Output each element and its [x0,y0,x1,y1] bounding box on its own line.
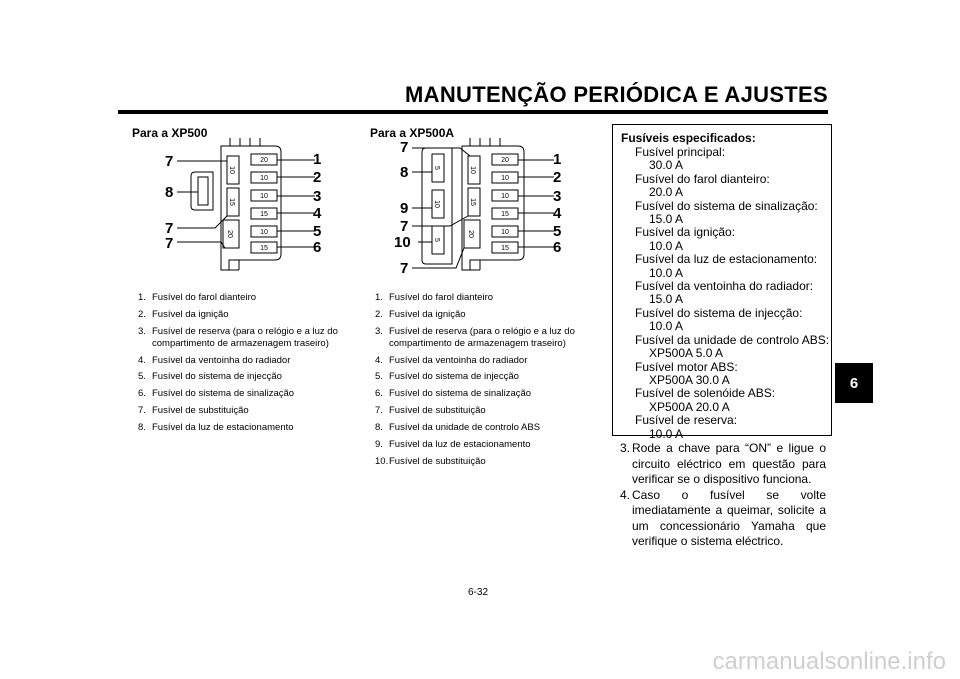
fuse-value: 15 [501,211,509,218]
spec-label: Fusível da ignição: [635,225,736,240]
spec-value: 10.0 A [649,319,684,334]
callout-3: 3 [313,188,322,205]
fuse-value: 15 [228,198,235,206]
legend-item: 7. Fusível de substituição [138,405,249,417]
spec-label: Fusível da luz de estacionamento: [635,252,818,267]
xp500a-fuse-box-diagram [390,136,575,282]
spec-value: 10.0 A [649,426,684,441]
spec-label: Fusível da unidade de controlo ABS: [635,332,830,347]
legend-item: 8. Fusível da unidade de controlo ABS [375,422,541,433]
fuse-value: 10 [501,229,509,236]
spec-label: Fusível do sistema de sinalização: [635,198,818,213]
callout-5: 5 [553,223,562,240]
legend-item: 1. Fusível do farol dianteiro [138,292,257,303]
step-3: 3. Rode a chave para “ON” e ligue o circuito eléctrico em questão para verificar se o dispositivo funciona. [620,441,826,486]
spec-box-title: Fusíveis especificados: [621,131,756,145]
callout-1: 1 [553,151,562,168]
fuse-value: 20 [467,230,474,238]
page-number: 6-32 [468,587,489,598]
callout-6: 6 [313,239,322,256]
legend-item: 6. Fusível do sistema de sinalização [138,388,295,400]
callout-7: 7 [400,218,409,235]
fuse-value: 5 [433,166,440,170]
procedure-steps [620,441,826,550]
fuse-value: 20 [226,230,233,238]
callout-4: 4 [553,205,562,222]
spec-value: XP500A 20.0 A [649,399,730,414]
spec-label: Fusível motor ABS: [635,359,738,374]
callout-1: 1 [313,151,322,168]
callout-7: 7 [165,153,174,170]
xp500-legend [138,292,358,439]
fuse-value: 15 [260,211,268,218]
callout-10: 10 [394,234,411,251]
callout-5: 5 [313,223,322,240]
spec-value: 30.0 A [649,158,684,173]
legend-item: 8. Fusível da luz de estacionamento [138,422,294,433]
page-title: MANUTENÇÃO PERIÓDICA E AJUSTES [405,82,828,107]
callout-7: 7 [165,235,174,252]
legend-item: 5. Fusível do sistema de injecção [138,371,282,383]
chapter-tab[interactable]: 6 [835,363,873,403]
fuse-value: 10 [501,175,509,182]
spec-value: 20.0 A [649,185,684,200]
fuse-value: 15 [260,245,268,252]
callout-4: 4 [313,205,322,222]
fuse-value: 10 [469,166,476,174]
legend-item: 3. Fusível de reserva (para o relógio e a luz do compartimento de armazenagem traseiro) [138,325,338,349]
step-4: 4. Caso o fusível se volte imediatamente a queimar, solicite a um concessionário Yamaha que verifique o sistema eléctrico. [620,487,826,548]
spec-list [635,146,829,441]
fuse-value: 10 [260,175,268,182]
callout-6: 6 [553,239,562,256]
spec-label: Fusível de solenóide ABS: [635,386,776,401]
fuse-value: 10 [501,193,509,200]
xp500a-heading: Para a XP500A [370,126,455,140]
fuse-value: 20 [260,157,268,164]
fuse-value: 10 [228,166,235,174]
spec-label: Fusível do farol dianteiro: [635,171,770,186]
specified-fuses-box [612,124,832,441]
spec-label: Fusível do sistema de injecção: [635,305,803,320]
spec-label: Fusível principal: [635,145,726,159]
callout-2: 2 [553,169,562,186]
legend-item: 5. Fusível do sistema de injecção [375,371,519,383]
callout-7: 7 [165,220,174,237]
spec-value: 10.0 A [649,238,684,253]
legend-item: 6. Fusível do sistema de sinalização [375,388,532,400]
legend-item: 9. Fusível da luz de estacionamento [375,438,531,450]
xp500a-legend [375,292,590,473]
xp500-heading: Para a XP500 [132,126,208,140]
callout-8: 8 [400,164,409,181]
callout-7: 7 [400,139,409,156]
legend-item: 10. Fusível de substituição [375,455,486,467]
callout-9: 9 [400,200,409,217]
fuse-value: 10 [260,229,268,236]
header-rule [118,110,828,114]
callout-8: 8 [165,184,174,201]
fuse-value: 10 [433,200,440,208]
callout-7: 7 [400,260,409,277]
fuse-value: 20 [501,157,509,164]
fuse-value: 5 [433,238,440,242]
spec-label: Fusível de reserva: [635,413,738,428]
spec-value: XP500A 5.0 A [649,346,724,361]
spec-label: Fusível da ventoinha do radiador: [635,279,814,294]
legend-item: 4. Fusível da ventoinha do radiador [375,354,528,366]
legend-item: 3. Fusível de reserva (para o relógio e a luz do compartimento de armazenagem traseiro) [375,325,575,349]
fuse-value: 10 [260,193,268,200]
legend-item: 7. Fusível de substituição [375,405,486,417]
legend-item: 4. Fusível da ventoinha do radiador [138,354,291,366]
legend-item: 2. Fusível da ignição [375,308,466,320]
callout-2: 2 [313,169,322,186]
legend-item: 1. Fusível do farol dianteiro [375,292,494,303]
spec-value: 15.0 A [649,212,684,227]
watermark: carmanualsonline.info [712,648,946,675]
callout-3: 3 [553,188,562,205]
fuse-value: 15 [501,245,509,252]
fuse-value: 15 [469,198,476,206]
spec-value: 10.0 A [649,265,684,280]
xp500-fuse-box-diagram [155,136,335,282]
spec-value: XP500A 30.0 A [649,372,730,387]
legend-item: 2. Fusível da ignição [138,308,229,320]
spec-value: 15.0 A [649,292,684,307]
